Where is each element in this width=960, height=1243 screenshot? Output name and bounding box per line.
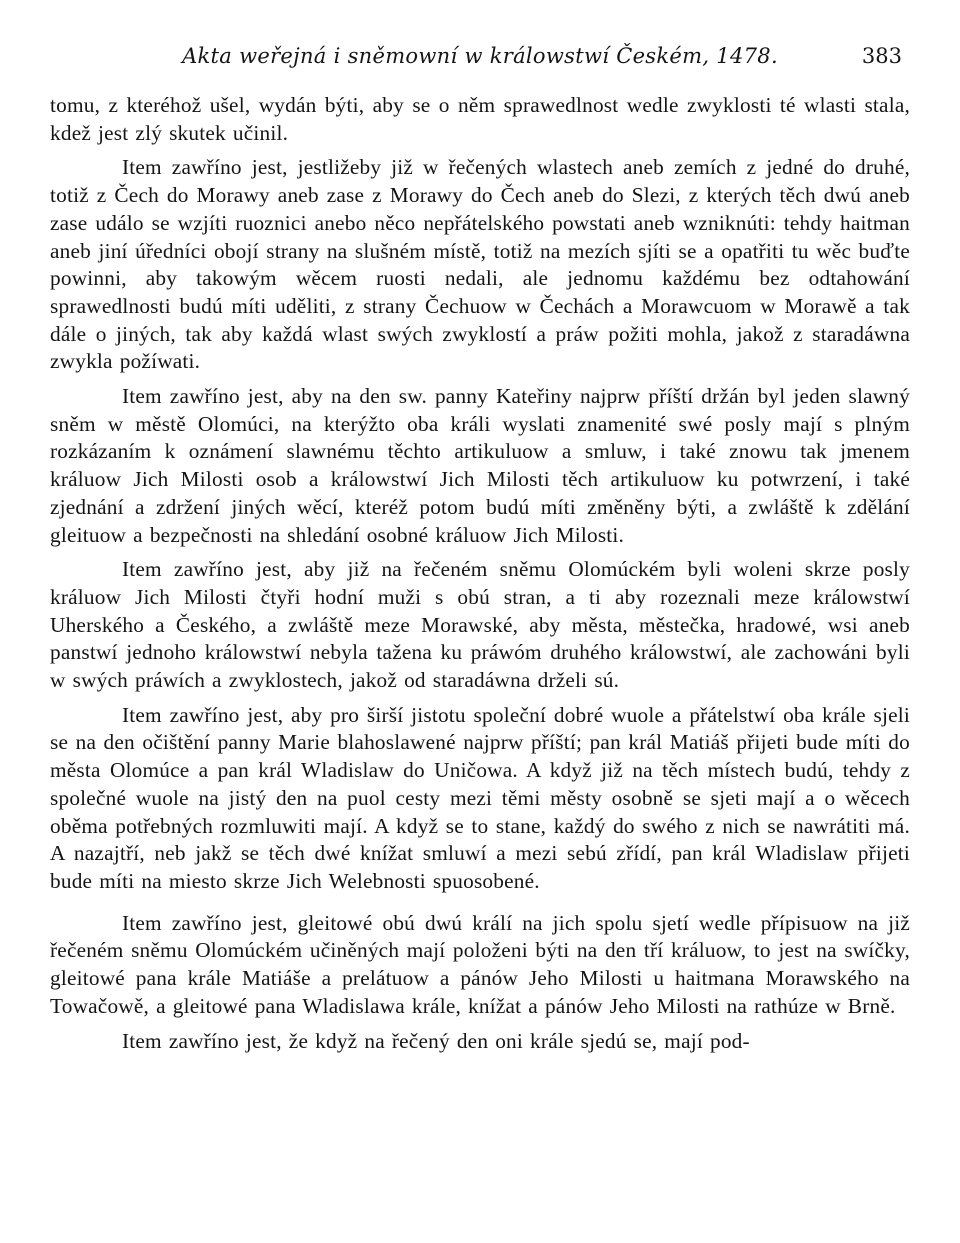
paragraph-last: Item zawříno jest, že když na řečený den oni krále sjedú se, mají pod-	[122, 1028, 750, 1053]
paragraph: Item zawříno jest, aby pro širší jistotu společní dobré wuole a přátelstwí oba krále sjeli se na den očištění panny Marie blahoslawené najprw příští; pan král Matiáš přijeti bude míti do města Olomúce a pan král Wladislaw do Uničowa. A když již na těch místech budú, tehdy z společné wuole na jistý den na puol cesty mezi těmi městy osobně se sjeti mají a o wěcech oběma potřebných rozmluwiti mají. A když se to stane, každý do swého z nich se nawrátiti má. A nazajtří, neb jakž se těch dwé knížat smluwí a mezi sebú zřídí, pan král Wladislaw přijeti bude míti na miesto skrze Jich Welebnosti spuosobené.	[50, 702, 910, 893]
paragraph: Item zawříno jest, gleitowé obú dwú králí na jich spolu sjetí wedle přípisuow na již řečeném sněmu Olomúckém učiněných mají položeni býti na den tří králuow, to jest na swíčky, gleitowé pana krále Matiáše a prelátuow a pánów Jeho Milosti u haitmana Morawského na Towačowě, a gleitowé pana Wladislawa krále, knížat a pánów Jeho Milosti na rathúze w Brně.	[50, 910, 910, 1018]
body-text	[50, 92, 910, 1062]
paragraph-continuation: tomu, z kteréhož ušel, wydán býti, aby se o něm sprawedlnost wedle zwyklosti té wlasti stala, kdež jest zlý skutek učinil.	[50, 93, 910, 145]
running-head	[0, 44, 960, 76]
page-number: 383	[861, 44, 902, 68]
paragraph: Item zawříno jest, aby na den sw. panny Kateřiny najprw příští držán byl jeden slawný sněm w městě Olomúci, na kterýžto oba králi wyslati znamenité swé posly mají s plným rozkázaním k oznámení slawnému těchto artikuluow a smluw, i také znowu tak jmenem králuow Jich Milosti osob a králowstwí Jich Milosti těch artikuluow ku potwrzení, i také zjednání a zdržení jiných wěcí, kteréž potom budú míti změněny býti, a zwláště k zdělání gleituow a bezpečnosti na shledání osobné králuow Jich Milosti.	[50, 384, 910, 547]
paragraph: Item zawříno jest, aby již na řečeném sněmu Olomúckém byli woleni skrze posly králuow Jich Milosti čtyři hodní muži s obú stran, a ti aby rozeznali meze králowstwí Uherského a Českého, a zwláště meze Morawské, aby města, městečka, hradowé, wsi aneb panstwí jednoho králowstwí nebyla tažena ku práwóm druhého králowstwí, ale zachowáni byli w swých práwích a zwyklostech, jakož od staradáwna drželi sú.	[50, 557, 910, 693]
paragraph: Item zawříno jest, jestližeby již w řečených wlastech aneb zemích z jedné do druhé, totiž z Čech do Morawy aneb zase z Morawy do Čech aneb do Slezi, z kterých těch dwú aneb zase událo se wzjíti ruoznici anebo něco nepřátelského powstati aneb wzniknúti: tehdy haitman aneb jiní úředníci obojí strany na slušném místě, totiž na mezích sjíti se a opatřiti tu wěc buďte powinni, aby takowým wěcem ruosti nedali, ale jednomu každému bez odtahowání sprawedlnosti budú míti uděliti, z strany Čechuow w Čechách a Morawcuom w Morawě a tak dále o jiných, tak aby každá wlast swých zwyklostí a práw požiti mohla, jakož z staradáwna zwykla požíwati.	[50, 155, 910, 374]
running-title: Akta weřejná i sněmowní w králowstwí Českém, 1478.	[182, 44, 778, 68]
